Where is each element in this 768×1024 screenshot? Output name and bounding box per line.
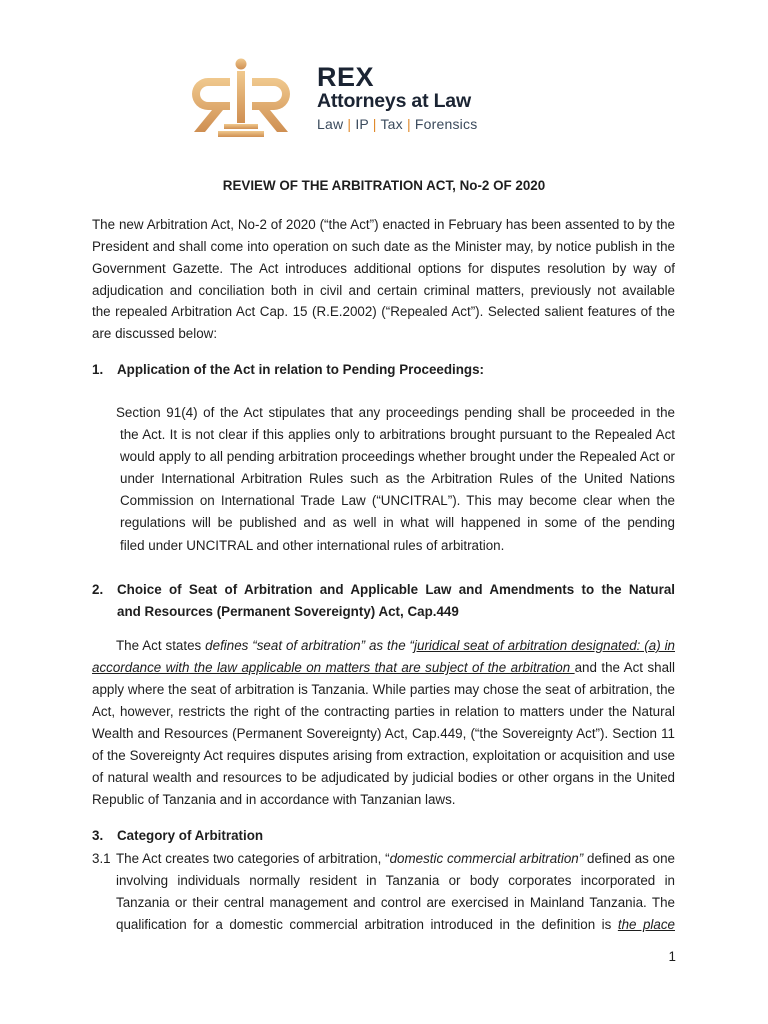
- document-title: REVIEW OF THE ARBITRATION ACT, No-2 OF 2020: [222, 178, 546, 193]
- tagline-separator: |: [347, 116, 352, 132]
- text-run: involving individuals normally resident in Tanzania or body corporates incorporated in: [116, 873, 675, 888]
- section-body-line: [116, 895, 675, 911]
- intro-line: [92, 283, 675, 299]
- section-body-line: [92, 704, 675, 720]
- text-run: The Act states: [116, 638, 206, 653]
- text-run: Government Gazette. The Act introduces additional options for disputes resolution by way of: [92, 261, 675, 276]
- text-run: and the Act shall: [574, 660, 675, 675]
- section-body-line: [120, 515, 675, 531]
- text-run: apply where the seat of arbitration is Tanzania. While parties may chose the seat of arbitration, the: [92, 682, 675, 697]
- text-run: qualification for a domestic commercial arbitration introduced in the definition is: [116, 917, 618, 932]
- text-run: juridical seat of arbitration designated: (a) in: [414, 638, 675, 653]
- text-run: President and shall come into operation on such date as the Minister may, by notice publish in the: [92, 239, 675, 254]
- section-heading: Choice of Seat of Arbitration and Applicable Law and Amendments to the Natural: [117, 582, 675, 597]
- section-heading: Application of the Act in relation to Pending Proceedings:: [117, 362, 485, 377]
- section-body-line: [120, 493, 675, 509]
- text-run: regulations will be published and as well in what will happened in some of the pending: [120, 515, 675, 530]
- text-run: The Act creates two categories of arbitration, “: [116, 851, 390, 866]
- tagline-forensics: Forensics: [414, 116, 478, 132]
- section-body-line: [92, 748, 675, 764]
- section-body-line: [116, 405, 675, 421]
- text-run: under International Arbitration Rules such as the Arbitration Rules of the United Nations: [120, 471, 675, 486]
- text-run: of the Sovereignty Act requires disputes arising from extraction, exploitation or acquisition and use: [92, 748, 675, 763]
- intro-line: [92, 326, 675, 342]
- text-run: are discussed below:: [92, 326, 218, 341]
- section-body-line: [120, 427, 675, 443]
- text-run: the repealed Arbitration Act Cap. 15 (R.E.2002) (“Repealed Act”). Selected salient features of the: [92, 304, 675, 319]
- text-run: Act, however, restricts the right of the contracting parties in relation to matters under the Natural: [92, 704, 675, 719]
- section-number: 2.: [92, 582, 104, 597]
- section-body-line: [116, 638, 675, 654]
- section-body-line: [92, 792, 675, 808]
- text-run: accordance with the law applicable on matters that are subject of the arbitration: [92, 660, 575, 675]
- tagline-tax: Tax: [380, 116, 403, 132]
- text-run: adjudication and conciliation both in civil and certain criminal matters, previously not available: [92, 283, 675, 298]
- text-run: filed under UNCITRAL and other international rules of arbitration.: [120, 538, 505, 553]
- text-run: of natural wealth and resources to be adjudicated by judicial bodies or other organs in the United: [92, 770, 675, 785]
- text-run: domestic commercial arbitration”: [389, 851, 584, 866]
- tagline-separator: |: [372, 116, 377, 132]
- section-body-line: [116, 917, 675, 933]
- section-body-line: [92, 726, 675, 742]
- intro-line: [92, 239, 675, 255]
- section-body-line: [92, 770, 675, 786]
- section-heading: and Resources (Permanent Sovereignty) Act, Cap.449: [117, 604, 459, 619]
- section-body-line: [92, 660, 675, 676]
- section-heading: Category of Arbitration: [117, 828, 264, 843]
- text-run: the place: [617, 917, 675, 932]
- text-run: defines “seat of arbitration” as the “: [205, 638, 415, 653]
- intro-line: [92, 217, 675, 233]
- text-run: Section 91(4) of the Act stipulates that any proceedings pending shall be proceeded in the: [116, 405, 675, 420]
- section-body-line: [116, 851, 675, 867]
- section-body-line: [120, 538, 675, 554]
- tagline-separator: |: [406, 116, 411, 132]
- text-run: Tanzania or their central management and control are exercised in Mainland Tanzania. The: [116, 895, 675, 910]
- tagline-law: Law: [317, 116, 344, 132]
- rex-monogram-icon: [186, 56, 296, 140]
- logo-tagline: [317, 116, 477, 132]
- section-number: 3.: [92, 828, 104, 843]
- text-run: would apply to all pending arbitration proceedings whether brought under the Repealed Act or: [120, 449, 675, 464]
- text-run: the Act. It is not clear if this applies only to arbitrations brought pursuant to the Repealed Act: [120, 427, 675, 442]
- section-number: 1.: [92, 362, 104, 377]
- section-body-line: [116, 873, 675, 889]
- text-run: The new Arbitration Act, No-2 of 2020 (“the Act”) enacted in February has been assented to by the: [92, 217, 675, 232]
- text-run: Wealth and Resources (Permanent Sovereignty) Act, Cap.449, (“the Sovereignty Act”). Section 11: [92, 726, 675, 741]
- logo-name: REX: [317, 62, 375, 92]
- logo-subtitle: Attorneys at Law: [317, 90, 471, 112]
- tagline-ip: IP: [355, 116, 369, 132]
- text-run: Republic of Tanzania and in accordance with Tanzanian laws.: [92, 792, 456, 807]
- subsection-number: 3.1: [92, 851, 111, 866]
- firm-logo: [186, 56, 506, 146]
- page-number: 1: [668, 949, 676, 964]
- intro-line: [92, 261, 675, 277]
- section-body-line: [120, 449, 675, 465]
- intro-line: [92, 304, 675, 320]
- text-run: Commission on International Trade Law (“UNCITRAL”). This may become clear when the: [120, 493, 675, 508]
- section-body-line: [120, 471, 675, 487]
- section-body-line: [92, 682, 675, 698]
- text-run: defined as one: [583, 851, 675, 866]
